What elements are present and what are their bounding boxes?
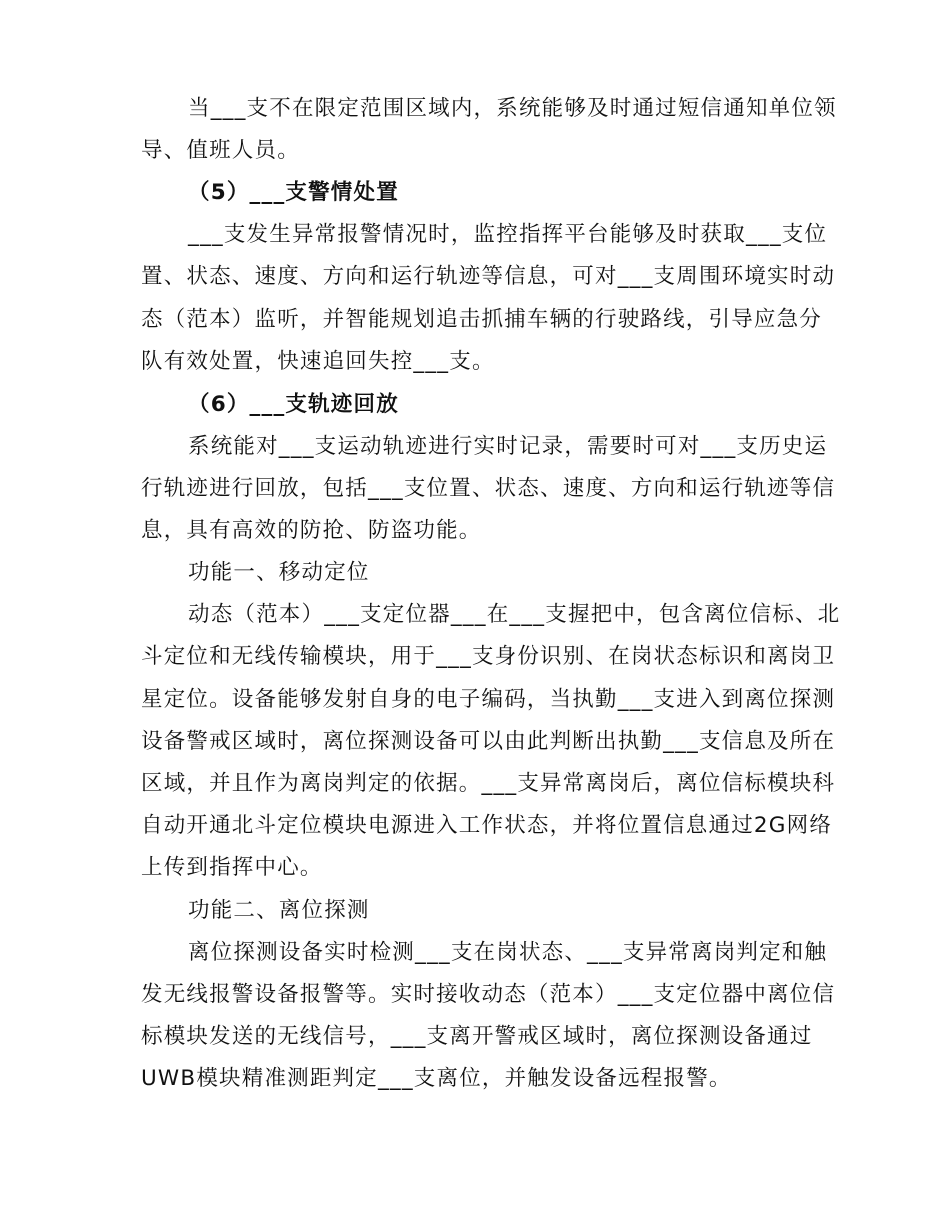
- text-line: 斗定位和无线传输模块，用于___支身份识别、在岗状态标识和离岗卫: [141, 644, 836, 669]
- text-line: 息，具有高效的防抢、防盗功能。: [141, 518, 482, 543]
- text-line: 星定位。设备能够发射自身的电子编码，当执勤___支进入到离位探测: [141, 687, 836, 712]
- text-line: 标模块发送的无线信号，___支离开警戒区域时，离位探测设备通过: [141, 1024, 813, 1049]
- text-line: ___支发生异常报警情况时，监控指挥平台能够及时获取___支位: [188, 222, 828, 247]
- text-line: 功能一、移动定位: [188, 560, 370, 585]
- section-heading: （6）___支轨迹回放: [188, 392, 399, 417]
- section-heading: （5）___支警情处置: [188, 180, 399, 205]
- text-line: 态（范本）监听，并智能规划追击抓捕车辆的行驶路线，引导应急分: [141, 307, 823, 332]
- text-line: 队有效处置，快速追回失控___支。: [141, 349, 495, 374]
- text-line: 区域，并且作为离岗判定的依据。___支异常离岗后，离位信标模块科: [141, 771, 836, 796]
- text-line: 当___支不在限定范围区域内，系统能够及时通过短信通知单位领: [188, 96, 837, 121]
- text-line: 动态（范本）___支定位器___在___支握把中，包含离位信标、北: [188, 602, 841, 627]
- text-line: 离位探测设备实时检测___支在岗状态、___支异常离岗判定和触: [188, 940, 828, 965]
- text-line: 发无线报警设备报警等。实时接收动态（范本）___支定位器中离位信: [141, 982, 836, 1007]
- text-line: 导、值班人员。: [141, 138, 300, 163]
- text-line: 功能二、离位探测: [188, 898, 370, 923]
- text-line: 系统能对___支运动轨迹进行实时记录，需要时可对___支历史运: [188, 434, 828, 459]
- text-line: 设备警戒区域时，离位探测设备可以由此判断出执勤___支信息及所在: [141, 729, 836, 754]
- text-line: 自动开通北斗定位模块电源进入工作状态，并将位置信息通过2G网络: [141, 813, 833, 838]
- text-line: 上传到指挥中心。: [141, 855, 323, 880]
- text-line: UWB模块精准测距判定___支离位，并触发设备远程报警。: [141, 1066, 732, 1091]
- text-line: 置、状态、速度、方向和运行轨迹等信息，可对___支周围环境实时动: [141, 264, 836, 289]
- text-line: 行轨迹进行回放，包括___支位置、状态、速度、方向和运行轨迹等信: [141, 476, 836, 501]
